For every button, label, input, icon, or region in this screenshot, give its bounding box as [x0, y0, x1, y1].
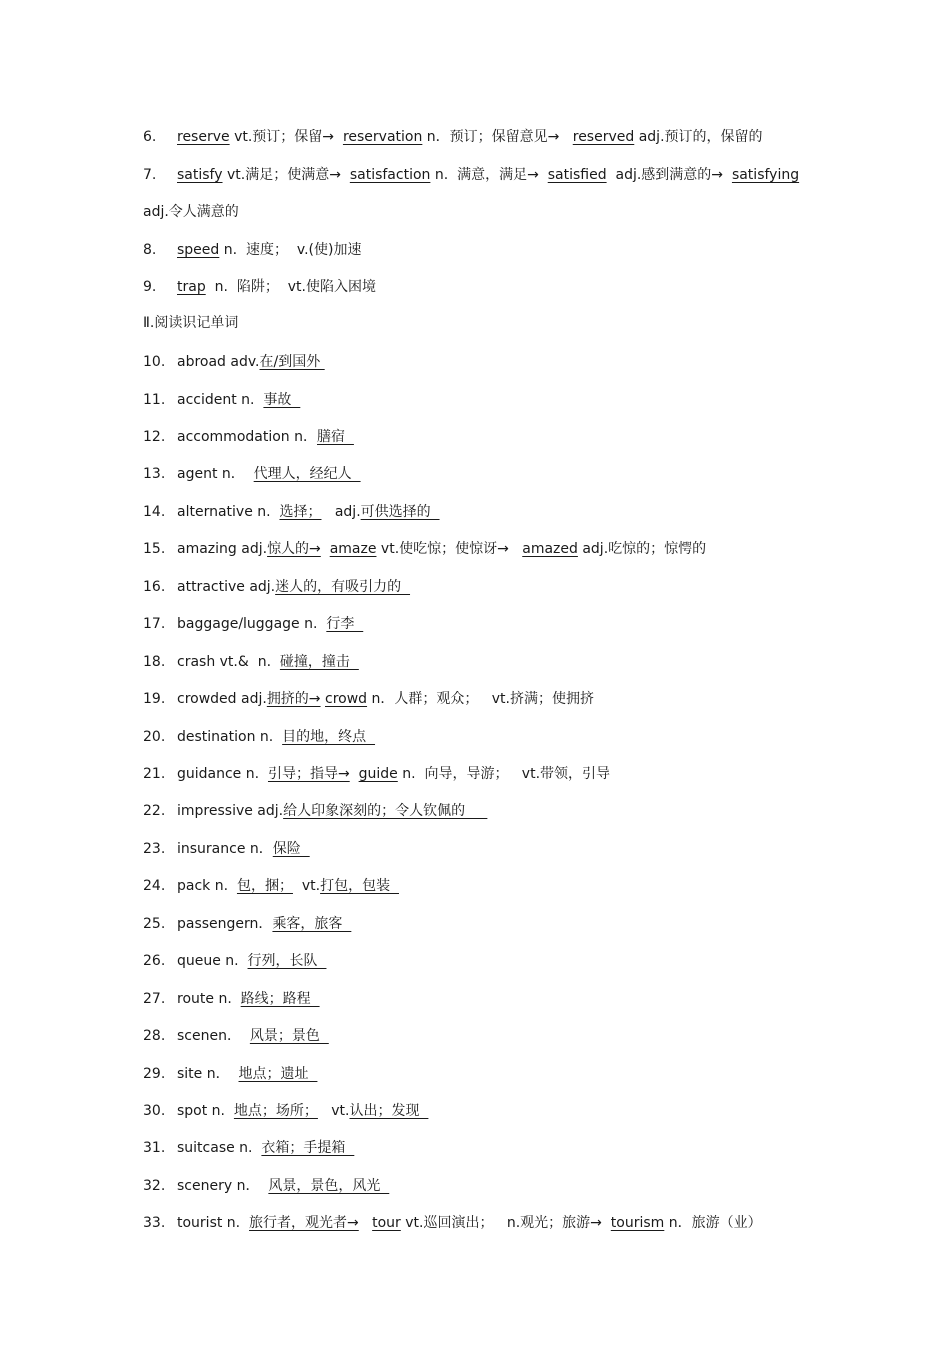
underlined-term: 给人印象深刻的；令人钦佩的 [283, 803, 488, 819]
entry-text: n．旅游（业） [664, 1215, 762, 1231]
entry-text: scenen． [177, 1028, 250, 1044]
vocab-entry [143, 577, 410, 597]
underlined-term: satisfaction [349, 167, 431, 183]
underlined-term: 认出；发现 [349, 1103, 429, 1119]
underlined-term: 包，捆； [236, 878, 293, 894]
underlined-term: speed [177, 242, 220, 258]
underlined-term: 代理人，经纪人 [253, 466, 361, 482]
entry-text: queue n. [177, 953, 248, 969]
entry-text: passengern． [177, 916, 273, 932]
entry-number: 22. [143, 803, 166, 819]
underlined-term: 拥挤的→ [266, 691, 321, 707]
entry-number: 6. [143, 129, 157, 145]
underlined-term: 在/到国外 [259, 354, 325, 370]
entry-number: 26. [143, 953, 166, 969]
underlined-term: 可供选择的 [360, 504, 440, 520]
underlined-term: 惊人的→ [267, 541, 321, 557]
entry-text: guidance n. [177, 766, 268, 782]
underlined-term: 行李 [326, 616, 364, 632]
vocab-entry [143, 427, 354, 447]
vocab-entry [143, 914, 351, 934]
entry-text: Ⅱ.阅读识记单词 [143, 315, 239, 331]
entry-number: 15. [143, 541, 166, 557]
entry-text: n. 向导，导游； vt.带领，引导 [397, 766, 611, 782]
vocab-entry [143, 277, 376, 297]
entry-text: tourist n. [177, 1215, 250, 1231]
entry-number: 23. [143, 841, 166, 857]
vocab-entry [143, 1026, 329, 1046]
entry-text: scenery n． [177, 1178, 269, 1194]
entry-number: 13. [143, 466, 166, 482]
underlined-term: reservation [342, 129, 423, 145]
entry-text: vt.使吃惊；使惊讶→ [376, 541, 523, 557]
underlined-term: 保险 [272, 841, 310, 857]
entry-number: 33. [143, 1215, 166, 1231]
underlined-term: 事故 [263, 392, 301, 408]
underlined-term: 行列，长队 [247, 953, 327, 969]
vocab-entry [143, 390, 300, 410]
vocab-entry [143, 539, 706, 559]
underlined-term: guide [358, 766, 398, 782]
underlined-term: 引导；指导→ [267, 766, 350, 782]
entry-text [350, 766, 359, 782]
underlined-term: 旅行者，观光者→ [249, 1215, 359, 1231]
entry-text: alternative n. [177, 504, 280, 520]
entry-text: accommodation n． [177, 429, 317, 445]
entry-text: adj.吃惊的；惊愕的 [577, 541, 707, 557]
vocab-entry [143, 1101, 428, 1121]
vocab-entry [143, 727, 375, 747]
underlined-term: 膳宿 [317, 429, 354, 445]
underlined-term: 目的地，终点 [282, 729, 376, 745]
entry-text: adj.感到满意的→ [606, 167, 732, 183]
entry-number: 14. [143, 504, 166, 520]
entry-text: attractive adj. [177, 579, 276, 595]
entry-text: site n． [177, 1066, 239, 1082]
underlined-term: tour [372, 1215, 401, 1231]
entry-text: impressive adj. [177, 803, 284, 819]
entry-number: 12. [143, 429, 166, 445]
text-line [143, 202, 239, 222]
vocab-entry [143, 689, 594, 709]
underlined-term: crowd [325, 691, 368, 707]
vocab-entry [143, 614, 363, 634]
underlined-term: reserved [572, 129, 635, 145]
entry-number: 27. [143, 991, 166, 1007]
underlined-term: satisfied [547, 167, 607, 183]
underlined-term: 路线；路程 [240, 991, 320, 1007]
entry-text: adj. [321, 504, 361, 520]
entry-number: 32. [143, 1178, 166, 1194]
entry-number: 16. [143, 579, 166, 595]
vocab-entry [143, 989, 320, 1009]
entry-number: 11. [143, 392, 166, 408]
vocab-entry [143, 127, 763, 147]
underlined-term: reserve [177, 129, 230, 145]
underlined-term: amaze [329, 541, 377, 557]
entry-text: vt. [292, 878, 321, 894]
entry-text: route n. [177, 991, 241, 1007]
entry-number: 8. [143, 242, 157, 258]
entry-text: vt.预订；保留→ [229, 129, 343, 145]
entry-number: 31. [143, 1140, 166, 1156]
entry-number: 24. [143, 878, 166, 894]
entry-text: n. 陷阱； vt.使陷入困境 [205, 279, 376, 295]
entry-text: insurance n． [177, 841, 273, 857]
underlined-term: 迷人的，有吸引力的 [275, 579, 411, 595]
entry-text: adj.预订的，保留的 [634, 129, 763, 145]
underlined-term: 风景；景色 [249, 1028, 329, 1044]
entry-text: amazing adj. [177, 541, 268, 557]
text-line [143, 313, 238, 333]
entry-text: pack n. [177, 878, 237, 894]
entry-number: 7. [143, 167, 157, 183]
underlined-term: amazed [522, 541, 578, 557]
entry-number: 18. [143, 654, 166, 670]
entry-text: adj.令人满意的 [143, 204, 239, 220]
underlined-term: 衣箱；手提箱 [261, 1140, 355, 1156]
entry-text: suitcase n. [177, 1140, 262, 1156]
entry-text: vt.满足；使满意→ [222, 167, 350, 183]
entry-text: n. 速度； v.(使)加速 [219, 242, 362, 258]
entry-text: agent n． [177, 466, 254, 482]
vocab-entry [143, 1176, 389, 1196]
entry-text: spot n. [177, 1103, 234, 1119]
vocab-entry [143, 464, 361, 484]
vocab-entry [143, 502, 440, 522]
entry-text: abroad adv. [177, 354, 260, 370]
entry-number: 17. [143, 616, 166, 632]
vocab-entry [143, 1213, 762, 1233]
entry-text: accident n. [177, 392, 264, 408]
underlined-term: tourism [610, 1215, 665, 1231]
underlined-term: 碰撞，撞击 [279, 654, 359, 670]
entry-text: baggage/luggage n. [177, 616, 327, 632]
vocab-entry [143, 652, 359, 672]
vocab-entry [143, 764, 610, 784]
entry-number: 21. [143, 766, 166, 782]
vocab-entry [143, 876, 399, 896]
entry-number: 20. [143, 729, 166, 745]
entry-text: vt. [317, 1103, 350, 1119]
vocab-entry [143, 1138, 354, 1158]
underlined-term: 风景，景色，风光 [268, 1178, 390, 1194]
underlined-term: 地点；遗址 [238, 1066, 318, 1082]
entry-text [359, 1215, 372, 1231]
vocab-entry [143, 951, 326, 971]
entry-text: crash vt.& n. [177, 654, 280, 670]
underlined-term: 乘客，旅客 [272, 916, 352, 932]
vocab-entry [143, 165, 799, 185]
entry-number: 29. [143, 1066, 166, 1082]
underlined-term: 打包，包装 [320, 878, 399, 894]
entry-text: crowded adj. [177, 691, 267, 707]
underlined-term: satisfy [177, 167, 223, 183]
entry-number: 19. [143, 691, 166, 707]
vocab-entry [143, 240, 361, 260]
vocab-entry [143, 352, 325, 372]
entry-text: n．人群；观众； vt.挤满；使拥挤 [367, 691, 594, 707]
vocab-entry [143, 801, 487, 821]
entry-number: 9. [143, 279, 157, 295]
entry-text: n. 满意，满足→ [430, 167, 548, 183]
entry-number: 25. [143, 916, 166, 932]
vocab-entry [143, 1064, 317, 1084]
entry-number: 30. [143, 1103, 166, 1119]
underlined-term: 地点；场所； [233, 1103, 318, 1119]
entry-number: 28. [143, 1028, 166, 1044]
entry-text: n．预订；保留意见→ [422, 129, 573, 145]
entry-text [321, 541, 330, 557]
vocab-entry [143, 839, 310, 859]
entry-text: vt.巡回演出； n.观光；旅游→ [400, 1215, 611, 1231]
entry-text: destination n. [177, 729, 283, 745]
underlined-term: 选择； [279, 504, 322, 520]
entry-number: 10. [143, 354, 166, 370]
underlined-term: trap [177, 279, 206, 295]
underlined-term: satisfying [731, 167, 800, 183]
